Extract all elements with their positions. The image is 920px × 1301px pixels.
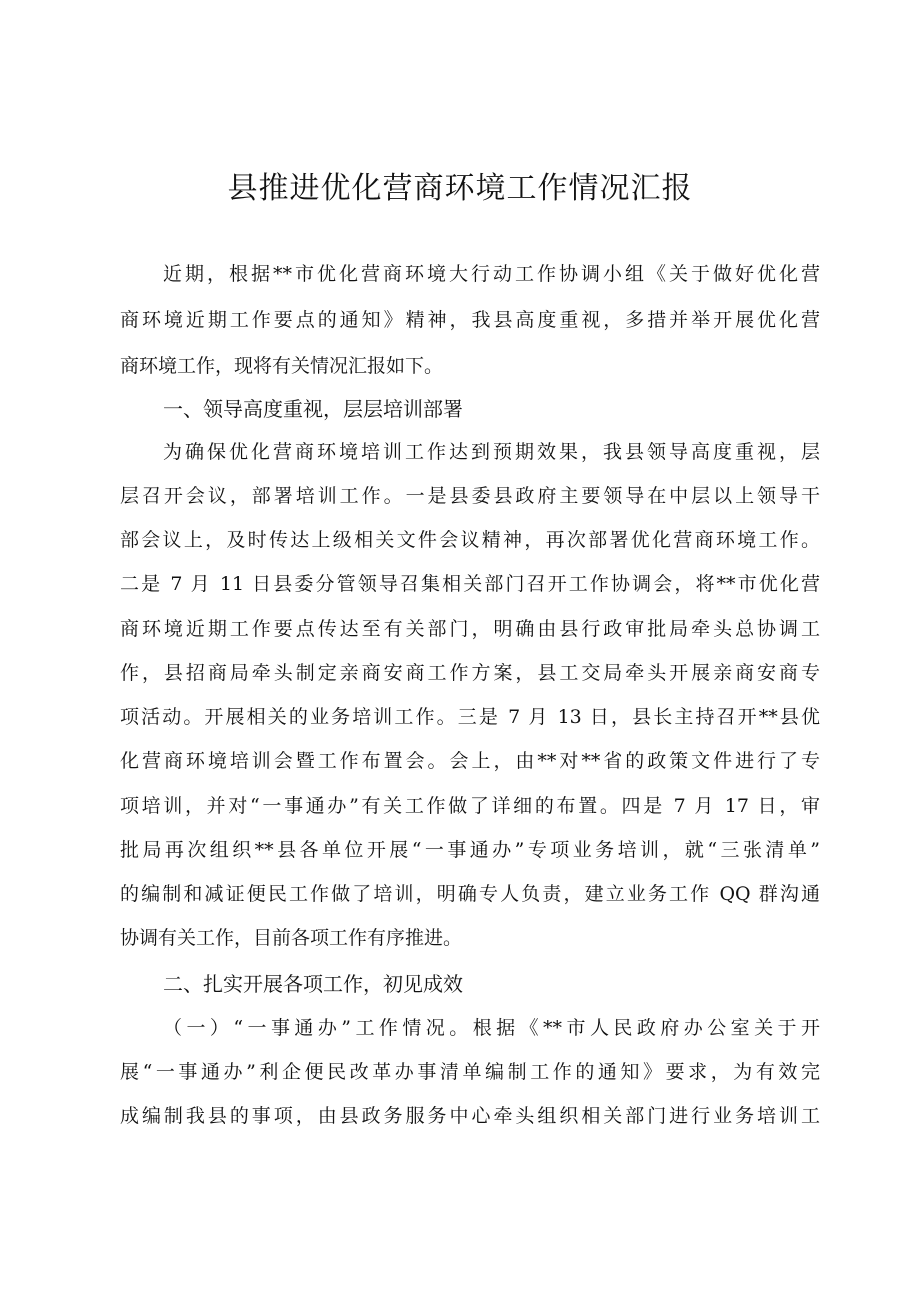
body-line: 作，县招商局牵头制定亲商安商工作方案，县工交局牵头开展亲商安商专 [120,662,820,684]
body-line: 协调有关工作，目前各项工作有序推进。 [120,927,463,949]
body-line: 化营商环境培训会暨工作布置会。会上，由**对**省的政策文件进行了专 [120,750,820,772]
body-line: 部会议上，及时传达上级相关文件会议精神，再次部署优化营商环境工作。 [120,529,820,551]
body-line: 项活动。开展相关的业务培训工作。三是 7 月 13 日，县长主持召开**县优 [120,706,820,728]
intro-line: 商环境工作，现将有关情况汇报如下。 [120,355,444,377]
body-line: 商环境近期工作要点传达至有关部门，明确由县行政审批局牵头总协调工 [120,618,820,640]
body-line: 的编制和减证便民工作做了培训，明确专人负责，建立业务工作 QQ 群沟通 [120,883,820,905]
intro-line: 近期，根据**市优化营商环境大行动工作协调小组《关于做好优化营 [163,263,820,285]
intro-line: 商环境近期工作要点的通知》精神，我县高度重视，多措并举开展优化营 [120,309,820,331]
body-line: 层召开会议，部署培训工作。一是县委县政府主要领导在中层以上领导干 [120,485,820,507]
body-line: 展“一事通办”利企便民改革办事清单编制工作的通知》要求，为有效完 [120,1061,820,1083]
body-line: 批局再次组织**县各单位开展“一事通办”专项业务培训，就“三张清单” [120,839,820,861]
body-line: 项培训，并对“一事通办”有关工作做了详细的布置。四是 7 月 17 日，审 [120,795,820,817]
document-title: 县推进优化营商环境工作情况汇报 [227,171,693,206]
body-line: （一）“一事通办”工作情况。根据《**市人民政府办公室关于开 [163,1017,820,1039]
section-heading: 二、扎实开展各项工作，初见成效 [163,972,463,996]
body-line: 为确保优化营商环境培训工作达到预期效果，我县领导高度重视，层 [163,441,820,463]
body-line: 成编制我县的事项，由县政务服务中心牵头组织相关部门进行业务培训工 [120,1105,820,1127]
body-line: 二是 7 月 11 日县委分管领导召集相关部门召开工作协调会，将**市优化营 [120,573,820,595]
section-heading: 一、领导高度重视，层层培训部署 [163,397,463,421]
